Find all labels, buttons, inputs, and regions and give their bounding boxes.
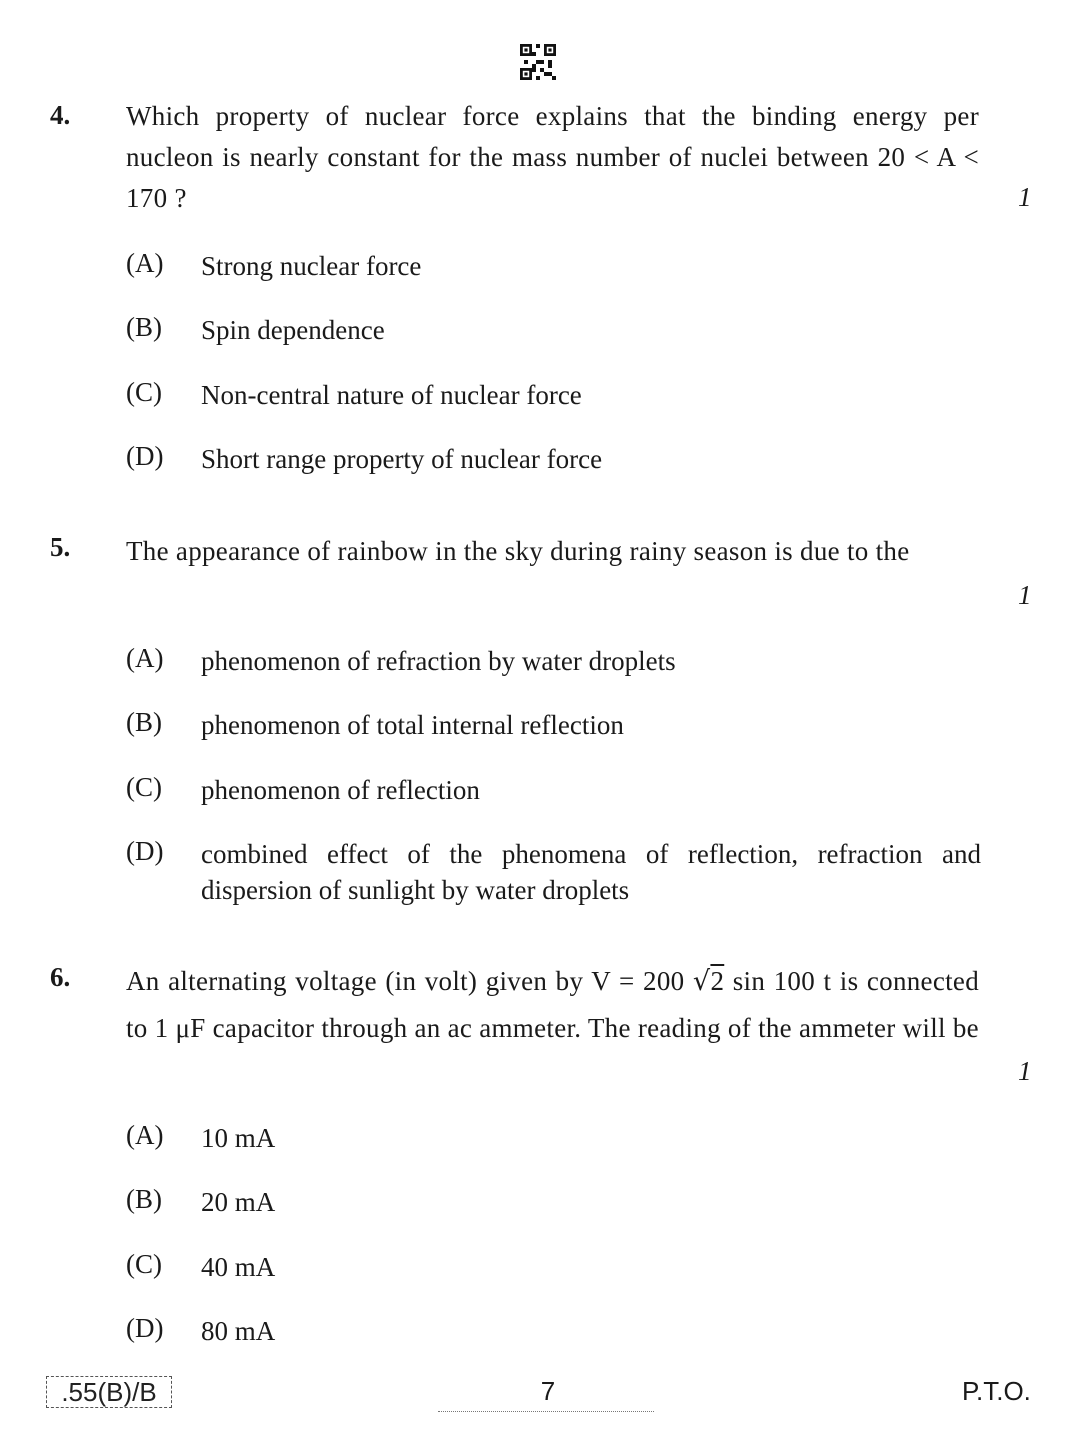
question-number: 4. bbox=[50, 100, 71, 130]
option-key: (B) bbox=[126, 1184, 162, 1214]
option-text: phenomenon of total internal reflection bbox=[201, 710, 624, 740]
option-text: phenomenon of refraction by water droplets bbox=[201, 646, 676, 676]
option-key: (B) bbox=[126, 312, 162, 342]
option-key: (C) bbox=[126, 377, 162, 407]
option-text: Short range property of nuclear force bbox=[201, 444, 603, 474]
paper-code: .55(B)/B bbox=[46, 1376, 172, 1408]
option-text: 40 mA bbox=[201, 1252, 276, 1282]
option-text: 10 mA bbox=[201, 1123, 276, 1153]
question-number: 6. bbox=[50, 962, 71, 992]
question-marks: 1 bbox=[1018, 182, 1032, 212]
option-key: (D) bbox=[126, 441, 164, 471]
option-key: (C) bbox=[126, 1249, 162, 1279]
option-text: Strong nuclear force bbox=[201, 251, 422, 281]
page-number: 7 bbox=[540, 1376, 556, 1406]
square-root-symbol: √ bbox=[692, 966, 711, 997]
option-key: (A) bbox=[126, 1120, 164, 1150]
qr-code-image bbox=[520, 44, 556, 80]
question-text: The appearance of rainbow in the sky during rainy season is due to the bbox=[126, 536, 910, 566]
question-marks: 1 bbox=[1018, 580, 1032, 610]
square-root-argument: 2 bbox=[710, 966, 725, 996]
option-text: phenomenon of reflection bbox=[201, 775, 480, 805]
option-text: 80 mA bbox=[201, 1316, 276, 1346]
option-text: 20 mA bbox=[201, 1187, 276, 1217]
please-turn-over: P.T.O. bbox=[962, 1376, 1031, 1406]
option-text: Non-central nature of nuclear force bbox=[201, 380, 582, 410]
option-key: (C) bbox=[126, 772, 162, 802]
option-key: (D) bbox=[126, 1313, 164, 1343]
option-key: (A) bbox=[126, 248, 164, 278]
option-key: (B) bbox=[126, 707, 162, 737]
question-text-before: An alternating voltage (in volt) given by V = 200 bbox=[126, 966, 693, 996]
question-text: Which property of nuclear force explains that the binding energy per nucleon is nearly constant for the mass number of nuclei between 20 < A < 170 ? bbox=[126, 101, 979, 213]
question-number: 5. bbox=[50, 532, 71, 562]
option-text: combined effect of the phenomena of reflection, refraction and dispersion of sunlight by water droplets bbox=[201, 839, 981, 905]
footer-divider bbox=[438, 1411, 654, 1412]
question-text bbox=[126, 958, 979, 1051]
option-text: Spin dependence bbox=[201, 315, 385, 345]
question-marks: 1 bbox=[1018, 1056, 1032, 1086]
question-text-after: sin 100 t is connected to 1 μF capacitor through an ac ammeter. The reading of the ammeter will be bbox=[126, 966, 979, 1043]
option-key: (D) bbox=[126, 836, 164, 866]
option-key: (A) bbox=[126, 643, 164, 673]
